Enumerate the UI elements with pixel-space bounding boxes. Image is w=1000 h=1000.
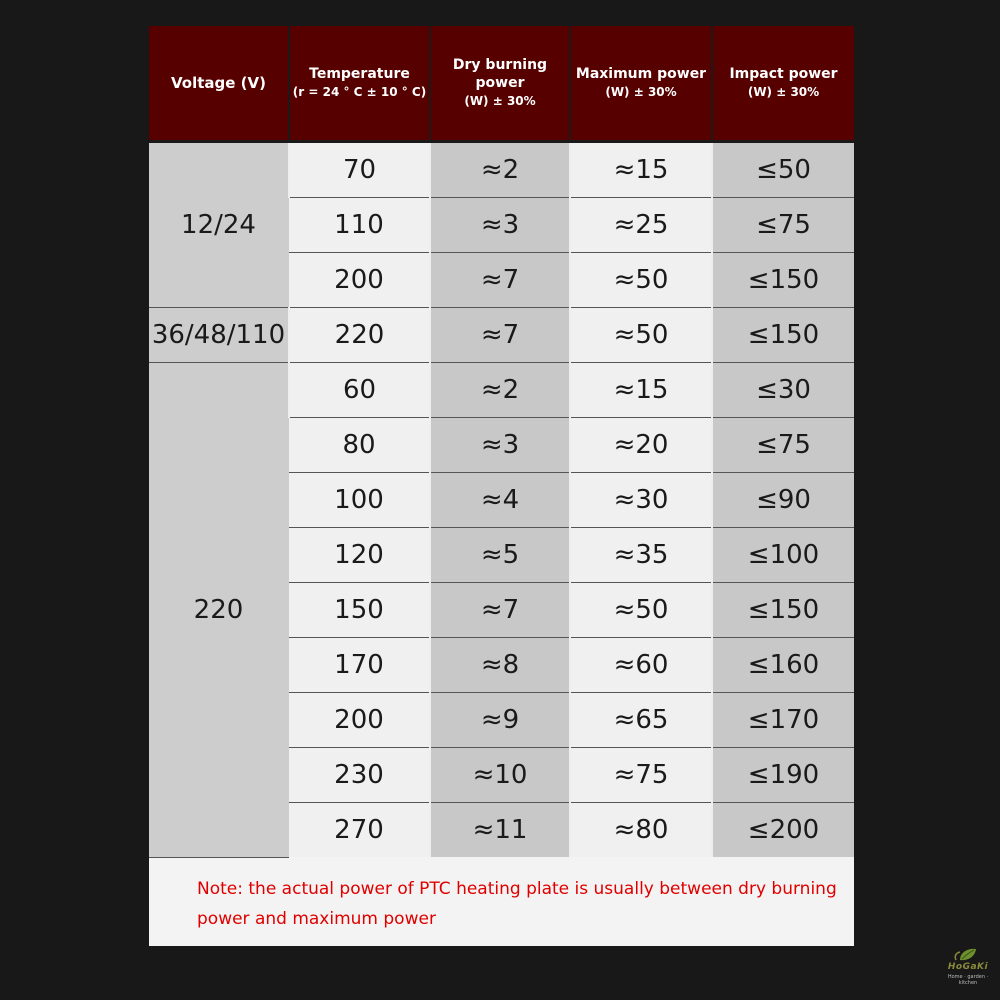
maximum-power-cell: ≈65 [570, 693, 712, 748]
dry-burning-power-cell: ≈4 [430, 473, 570, 528]
maximum-power-cell: ≈50 [570, 583, 712, 638]
maximum-power-cell: ≈15 [570, 363, 712, 418]
header-temperature: Temperature (r = 24 ° C ± 10 ° C) [289, 26, 430, 142]
spec-sheet [149, 26, 854, 946]
temperature-cell: 100 [289, 473, 430, 528]
impact-power-cell: ≤190 [712, 748, 854, 803]
dry-burning-power-cell: ≈8 [430, 638, 570, 693]
dry-burning-power-cell: ≈11 [430, 803, 570, 858]
maximum-power-cell: ≈35 [570, 528, 712, 583]
maximum-power-cell: ≈80 [570, 803, 712, 858]
dry-burning-power-cell: ≈2 [430, 142, 570, 198]
ptc-power-table [149, 26, 854, 858]
impact-power-cell: ≤50 [712, 142, 854, 198]
temperature-cell: 150 [289, 583, 430, 638]
dry-burning-power-cell: ≈7 [430, 308, 570, 363]
maximum-power-cell: ≈20 [570, 418, 712, 473]
temperature-cell: 70 [289, 142, 430, 198]
temperature-cell: 230 [289, 748, 430, 803]
temperature-cell: 60 [289, 363, 430, 418]
temperature-cell: 110 [289, 198, 430, 253]
dry-burning-power-cell: ≈7 [430, 583, 570, 638]
impact-power-cell: ≤150 [712, 253, 854, 308]
impact-power-cell: ≤75 [712, 198, 854, 253]
temperature-cell: 80 [289, 418, 430, 473]
table-row [149, 363, 854, 418]
maximum-power-cell: ≈25 [570, 198, 712, 253]
dry-burning-power-cell: ≈2 [430, 363, 570, 418]
table-header-row [149, 26, 854, 142]
impact-power-cell: ≤75 [712, 418, 854, 473]
dry-burning-power-cell: ≈5 [430, 528, 570, 583]
impact-power-cell: ≤90 [712, 473, 854, 528]
temperature-cell: 200 [289, 253, 430, 308]
dry-burning-power-cell: ≈10 [430, 748, 570, 803]
impact-power-cell: ≤100 [712, 528, 854, 583]
maximum-power-cell: ≈30 [570, 473, 712, 528]
maximum-power-cell: ≈60 [570, 638, 712, 693]
voltage-cell: 36/48/110 [149, 308, 289, 363]
temperature-cell: 270 [289, 803, 430, 858]
temperature-cell: 200 [289, 693, 430, 748]
temperature-cell: 120 [289, 528, 430, 583]
header-maximum-power: Maximum power (W) ± 30% [570, 26, 712, 142]
power-note: Note: the actual power of PTC heating plate is usually between dry burning power and maximum power [197, 879, 837, 929]
logo-name: HoGaKi [947, 962, 989, 972]
impact-power-cell: ≤150 [712, 583, 854, 638]
dry-burning-power-cell: ≈7 [430, 253, 570, 308]
table-body [149, 142, 854, 858]
leaf-logo-icon [942, 944, 994, 964]
maximum-power-cell: ≈50 [570, 308, 712, 363]
temperature-cell: 170 [289, 638, 430, 693]
dry-burning-power-cell: ≈9 [430, 693, 570, 748]
table-row [149, 142, 854, 198]
maximum-power-cell: ≈50 [570, 253, 712, 308]
maximum-power-cell: ≈75 [570, 748, 712, 803]
impact-power-cell: ≤200 [712, 803, 854, 858]
dry-burning-power-cell: ≈3 [430, 418, 570, 473]
maximum-power-cell: ≈15 [570, 142, 712, 198]
header-impact-power: Impact power (W) ± 30% [712, 26, 854, 142]
dry-burning-power-cell: ≈3 [430, 198, 570, 253]
table-row [149, 308, 854, 363]
voltage-cell: 12/24 [149, 142, 289, 308]
impact-power-cell: ≤160 [712, 638, 854, 693]
impact-power-cell: ≤170 [712, 693, 854, 748]
header-dry-burning-power: Dry burning power (W) ± 30% [430, 26, 570, 142]
impact-power-cell: ≤30 [712, 363, 854, 418]
logo-tagline: Home · garden · kitchen [947, 974, 989, 986]
voltage-cell: 220 [149, 363, 289, 858]
temperature-cell: 220 [289, 308, 430, 363]
impact-power-cell: ≤150 [712, 308, 854, 363]
header-voltage: Voltage (V) [149, 26, 289, 142]
brand-logo [942, 944, 994, 990]
